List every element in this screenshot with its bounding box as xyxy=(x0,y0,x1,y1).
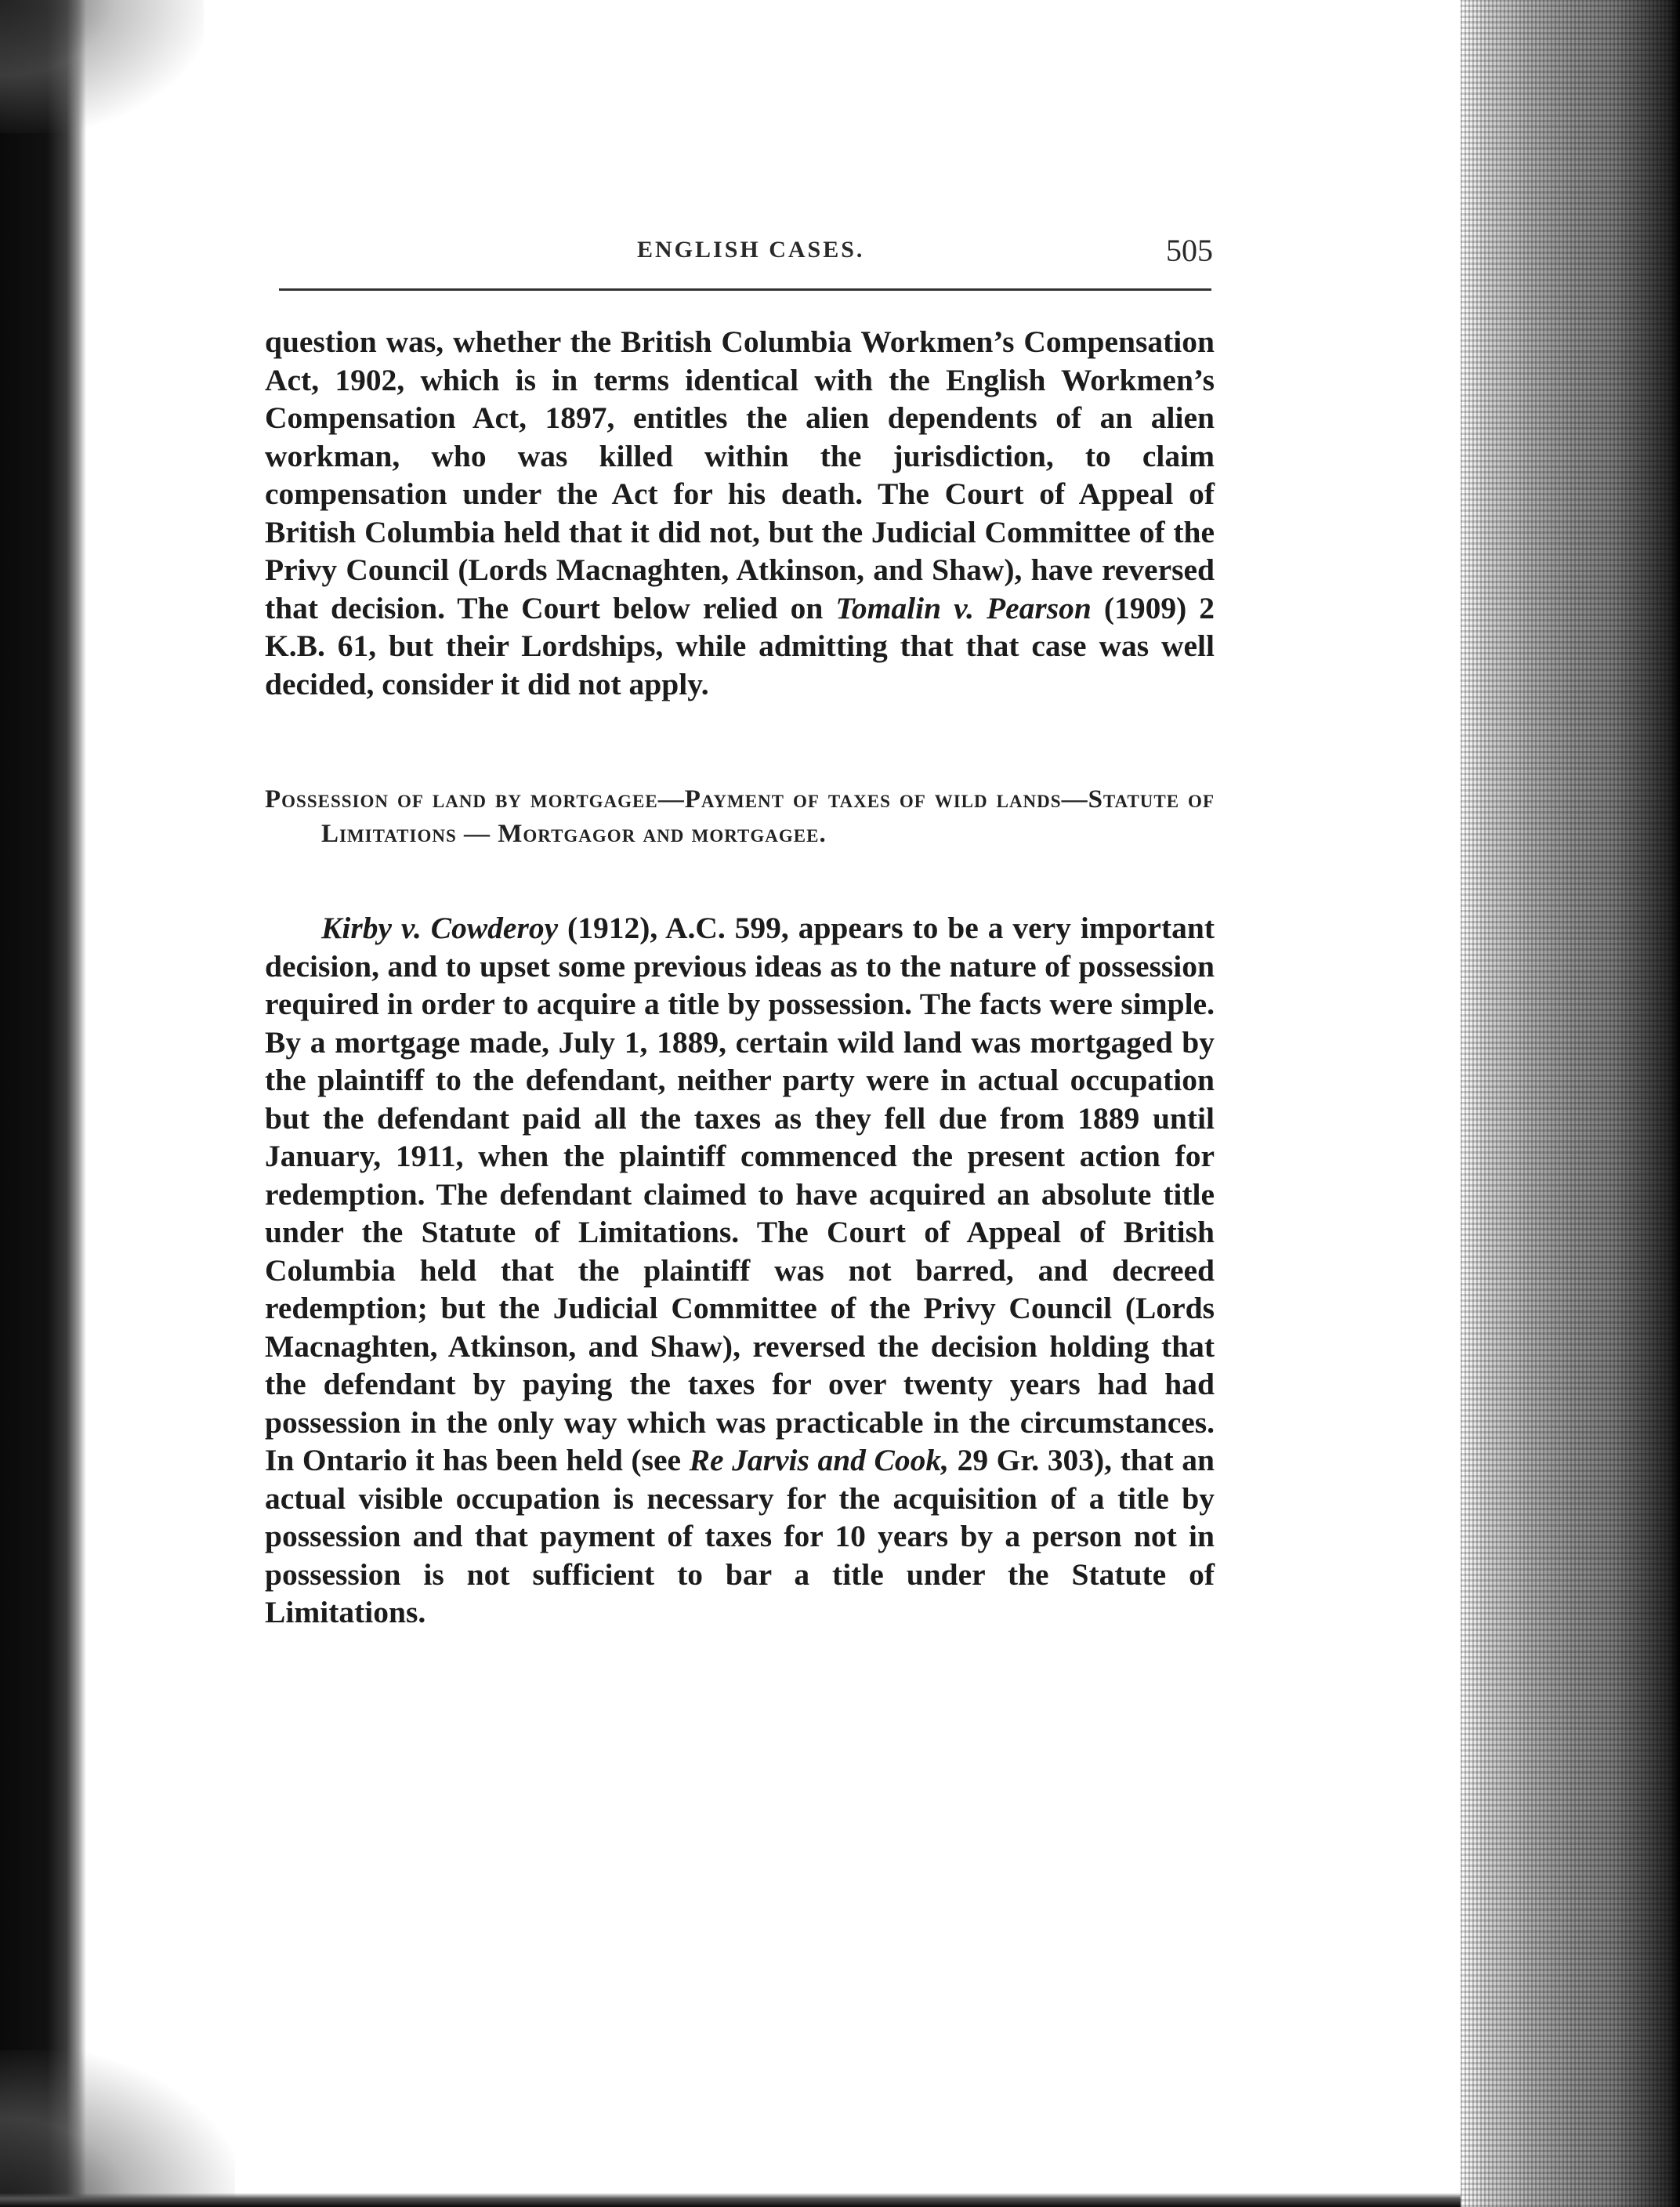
paragraph-continued xyxy=(265,323,1215,703)
case-citation: Tomalin v. Pearson xyxy=(835,590,1092,625)
case-citation: Kirby v. Cowderoy xyxy=(321,911,559,945)
paragraph-text: question was, whether the British Columbia Workmen’s Compensation Act, 1902, which is in terms identical with the English Workmen’s Compensation Act, 1897, entitles the alien dependents of an alien workman, who was killed within the jurisdiction, to claim compensation under the Act for his death. The Court of Appeal of British Columbia held that it did not, but the Judicial Committee of the Privy Council (Lords Macnaghten, Atkinson, and Shaw), have reversed that decision. The Court below relied on xyxy=(265,324,1215,625)
header-rule xyxy=(279,288,1211,291)
case-citation: Re Jarvis and Cook, xyxy=(689,1443,949,1477)
section-heading: Possession of land by mortgagee—Payment of taxes of wild lands—Statute of Limitations — Mortgagor and mortgagee. xyxy=(265,785,1215,848)
paragraph-text: (1912), A.C. 599, appears to be a very important decision, and to upset some previous ideas as to the nature of possession required in order to acquire a title by possession. The facts were simple. By a mortgage made, July 1, 1889, certain wild land was mortgaged by the plaintiff to the defendant, neither party were in actual occupation but the defendant paid all the taxes as they fell due from 1889 until January, 1911, when the plaintiff commenced the present action for redemption. The defendant claimed to have acquired an absolute title under the Statute of Limitations. The Court of Appeal of British Columbia held that the plaintiff was not barred, and decreed redemption; but the Judicial Committee of the Privy Council (Lords Macnaghten, Atkinson, and Shaw), reversed the decision holding that the defendant by paying the taxes for over twenty years had had possession in the only way which was practicable in the circumstances. In Ontario it has been held (see xyxy=(265,911,1215,1477)
paragraph-text: 29 Gr. 303), that an actual visible occupation is necessary for the acquisition of a title by possession and that payment of taxes for 10 years by a person not in possession is not sufficient to bar a title under the Statute of Limitations. xyxy=(265,1443,1215,1629)
scan-shadow-bottom-left xyxy=(0,2050,235,2207)
scan-noise-right-edge xyxy=(1461,0,1680,2207)
scan-shadow-bottom xyxy=(0,2193,1680,2207)
scan-shadow-top-left xyxy=(0,0,204,133)
paragraph-text: (1909) 2 K.B. 61, but their Lordships, while admitting that that case was well decided, consider it did not apply. xyxy=(265,590,1215,701)
running-head xyxy=(265,233,1213,281)
binding-shadow-left xyxy=(0,0,86,2207)
paragraph-kirby xyxy=(265,909,1215,1632)
page-number: 505 xyxy=(1166,233,1213,268)
running-title: ENGLISH CASES. xyxy=(637,237,865,263)
